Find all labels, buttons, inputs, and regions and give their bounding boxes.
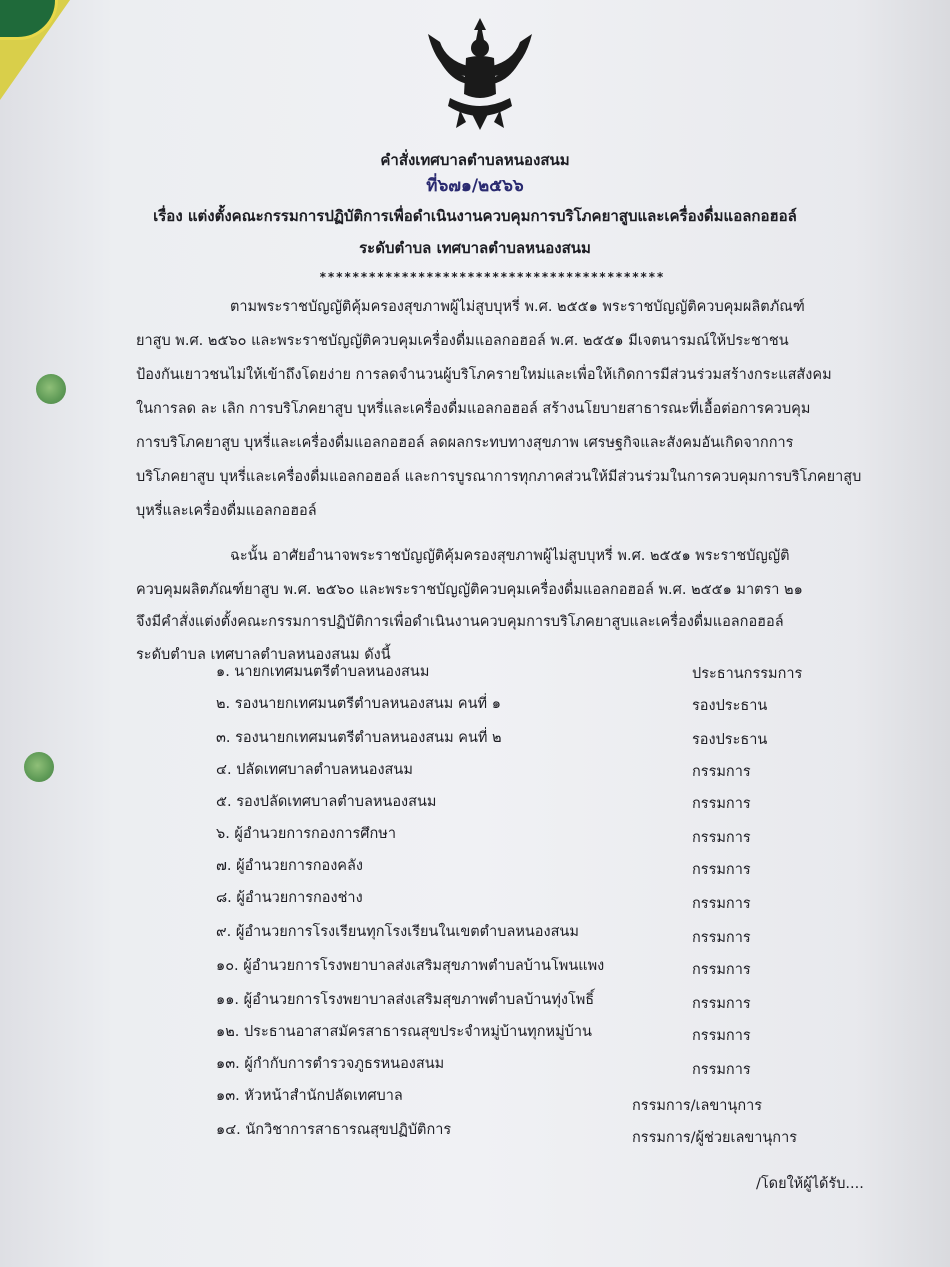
- paragraph2-line: ควบคุมผลิตภัณฑ์ยาสูบ พ.ศ. ๒๕๖๐ และพระราชบัญญัติควบคุมเครื่องดื่มแอลกอฮอล์ พ.ศ. ๒๕๕๑ มาตรา ๒๑: [136, 582, 803, 598]
- order-number: ที่๖๗๑/๒๕๖๖: [426, 176, 524, 196]
- paragraph1-line: ตามพระราชบัญญัติคุ้มครองสุขภาพผู้ไม่สูบบุหรี่ พ.ศ. ๒๕๕๑ พระราชบัญญัติควบคุมผลิตภัณฑ์: [230, 299, 805, 315]
- member-role: กรรมการ: [692, 930, 751, 946]
- member-name: ๓. รองนายกเทศมนตรีตำบลหนองสนม คนที่ ๒: [216, 730, 502, 746]
- subject-line-1: เรื่อง แต่งตั้งคณะกรรมการปฏิบัติการเพื่อดำเนินงานควบคุมการบริโภคยาสูบและเครื่องดื่มแอลกอฮอล์: [153, 207, 797, 225]
- member-name: ๑๐. ผู้อำนวยการโรงพยาบาลส่งเสริมสุขภาพตำบลบ้านโพนแพง: [216, 958, 605, 974]
- member-role: รองประธาน: [692, 698, 768, 714]
- order-title: คำสั่งเทศบาลตำบลหนองสนม: [380, 151, 570, 169]
- member-name: ๑๒. ประธานอาสาสมัครสาธารณสุขประจำหมู่บ้านทุกหมู่บ้าน: [216, 1024, 592, 1040]
- member-name: ๑๓. ผู้กำกับการตำรวจภูธรหนองสนม: [216, 1056, 445, 1072]
- member-role: กรรมการ: [692, 862, 751, 878]
- member-name: ๒. รองนายกเทศมนตรีตำบลหนองสนม คนที่ ๑: [216, 696, 501, 712]
- member-name: ๑๓. หัวหน้าสำนักปลัดเทศบาล: [216, 1088, 403, 1104]
- member-role: กรรมการ: [692, 962, 751, 978]
- punch-hole-top: [36, 374, 66, 404]
- member-name: ๖. ผู้อำนวยการกองการศึกษา: [216, 826, 396, 842]
- paragraph1-line: บริโภคยาสูบ บุหรี่และเครื่องดื่มแอลกอฮอล์ และการบูรณาการทุกภาคส่วนให้มีส่วนร่วมในการควบคุมการบริโภคยาสูบ: [136, 469, 862, 485]
- member-role: กรรมการ/ผู้ช่วยเลขานุการ: [632, 1130, 798, 1146]
- paragraph2-line: ระดับตำบล เทศบาลตำบลหนองสนม ดังนี้: [136, 647, 391, 663]
- member-name: ๙. ผู้อำนวยการโรงเรียนทุกโรงเรียนในเขตตำบลหนองสนม: [216, 924, 579, 940]
- paragraph1-line: การบริโภคยาสูบ บุหรี่และเครื่องดื่มแอลกอฮอล์ ลดผลกระทบทางสุขภาพ เศรษฐกิจและสังคมอันเกิดจากการ: [136, 435, 794, 451]
- member-role: กรรมการ: [692, 896, 751, 912]
- member-role: ประธานกรรมการ: [692, 666, 803, 682]
- member-name: ๗. ผู้อำนวยการกองคลัง: [216, 858, 363, 874]
- paragraph1-line: ยาสูบ พ.ศ. ๒๕๖๐ และพระราชบัญญัติควบคุมเครื่องดื่มแอลกอฮอล์ พ.ศ. ๒๕๕๑ มีเจตนารมณ์ให้ประชาชน: [136, 333, 789, 349]
- member-name: ๘. ผู้อำนวยการกองช่าง: [216, 890, 363, 906]
- paragraph2-line: จึงมีคำสั่งแต่งตั้งคณะกรรมการปฏิบัติการเพื่อดำเนินงานควบคุมการบริโภคยาสูบและเครื่องดื่มแอลกอฮอล์: [136, 614, 784, 630]
- member-role: กรรมการ: [692, 796, 751, 812]
- punch-hole-bottom: [24, 752, 54, 782]
- member-role: รองประธาน: [692, 732, 768, 748]
- paragraph2-line: ฉะนั้น อาศัยอำนาจพระราชบัญญัติคุ้มครองสุขภาพผู้ไม่สูบบุหรี่ พ.ศ. ๒๕๕๑ พระราชบัญญัติ: [230, 548, 790, 564]
- member-role: กรรมการ: [692, 996, 751, 1012]
- subject-line-2: ระดับตำบล เทศบาลตำบลหนองสนม: [359, 239, 591, 257]
- continuation-note: /โดยให้ผู้ได้รับ....: [756, 1176, 864, 1192]
- paragraph1-line: ป้องกันเยาวชนไม่ให้เข้าถึงโดยง่าย การลดจำนวนผู้บริโภครายใหม่และเพื่อให้เกิดการมีส่วนร่วมสร้างกระแสสังคม: [136, 367, 832, 383]
- member-role: กรรมการ: [692, 830, 751, 846]
- member-role: กรรมการ: [692, 1028, 751, 1044]
- garuda-emblem-icon: [420, 14, 540, 132]
- member-name: ๑๑. ผู้อำนวยการโรงพยาบาลส่งเสริมสุขภาพตำบลบ้านทุ่งโพธิ์: [216, 992, 595, 1008]
- member-name: ๑. นายกเทศมนตรีตำบลหนองสนม: [216, 664, 430, 680]
- member-name: ๕. รองปลัดเทศบาลตำบลหนองสนม: [216, 794, 437, 810]
- member-role: กรรมการ: [692, 764, 751, 780]
- paragraph1-line: บุหรี่และเครื่องดื่มแอลกอฮอล์: [136, 503, 317, 519]
- separator-line: ******************************************: [319, 270, 665, 284]
- member-name: ๔. ปลัดเทศบาลตำบลหนองสนม: [216, 762, 413, 778]
- member-role: กรรมการ/เลขานุการ: [632, 1098, 763, 1114]
- member-role: กรรมการ: [692, 1062, 751, 1078]
- member-name: ๑๔. นักวิชาการสาธารณสุขปฏิบัติการ: [216, 1122, 452, 1138]
- paragraph1-line: ในการลด ละ เลิก การบริโภคยาสูบ บุหรี่และเครื่องดื่มแอลกอฮอล์ สร้างนโยบายสาธารณะที่เอื้อต่อการควบคุม: [136, 401, 811, 417]
